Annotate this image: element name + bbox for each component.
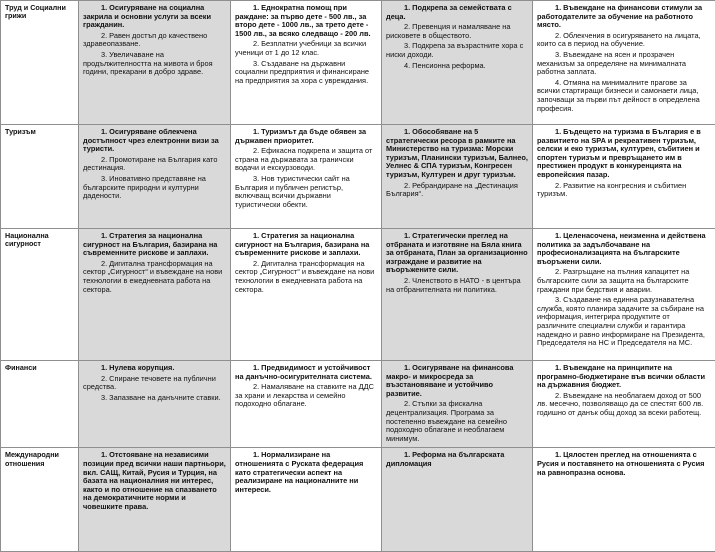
item-number: 1.: [253, 127, 259, 136]
item-number: 3.: [404, 41, 410, 50]
item-number: 2.: [404, 181, 410, 190]
item-number: 1.: [555, 450, 561, 459]
policy-item: [83, 4, 226, 30]
item-text: Създаване на държавни социални предприятия и финансиране на предприятия за хора с увреждания.: [235, 59, 369, 85]
item-number: 1.: [555, 363, 561, 372]
item-number: 1.: [555, 3, 561, 12]
item-text: Дигитална трансформация на сектор „Сигурност“ и въвеждане на нови технологии в ежедневната работа на сектора.: [83, 259, 222, 294]
table-row: [1, 448, 715, 552]
policy-item: [235, 451, 377, 494]
party-cell: [382, 1, 533, 125]
policy-item: [235, 147, 377, 173]
policy-item: [537, 268, 711, 294]
item-text: Превенция и намаляване на рисковете в обществото.: [386, 22, 510, 40]
item-text: Безплатни учебници за всички ученици от 1 до 12 клас.: [235, 39, 366, 57]
item-text: Нормализиране на отношенията с Руската федерация като стратегически аспект на реализиране на националните ни интереси.: [235, 450, 363, 493]
policy-item: [83, 51, 226, 77]
item-number: 1.: [404, 363, 410, 372]
policy-item: [235, 40, 377, 57]
item-text: Подкрепа за семействата с деца.: [386, 3, 512, 21]
item-number: 1.: [101, 127, 107, 136]
party-cell: [533, 125, 715, 229]
item-number: 2.: [404, 399, 410, 408]
party-cell: [533, 448, 715, 552]
policy-item: [386, 42, 528, 59]
item-text: Еднократна помощ при раждане: за първо дете - 500 лв., за второ дете - 1000 лв., за трето дете - 1500 лв., за всяко следващо - 200 лв.: [235, 3, 371, 38]
item-number: 1.: [253, 363, 259, 372]
item-text: Целенасочена, неизменна и действена политика за задълбочаване на професионализацията на българските въоръжени сили.: [537, 231, 706, 266]
item-number: 1.: [253, 450, 259, 459]
item-number: 2.: [253, 259, 259, 268]
item-number: 3.: [101, 50, 107, 59]
item-text: Стратегия за национална сигурност на България, базирана на съвременните рискове и заплахи.: [83, 231, 217, 257]
item-text: Дигитална трансформация на сектор „Сигурност“ и въвеждане на нови технологии в ежедневната работа на сектора.: [235, 259, 374, 294]
table-row: [1, 229, 715, 361]
policy-item: [537, 364, 711, 390]
policy-item: [386, 182, 528, 199]
row-category: Финанси: [1, 361, 79, 448]
policy-item: [537, 392, 711, 418]
item-text: Осигуряване на социална закрила и основни услуги за всеки гражданин.: [83, 3, 211, 29]
party-cell: [79, 448, 231, 552]
policy-item: [83, 375, 226, 392]
party-cell: [231, 361, 382, 448]
row-category: Труд и Социални грижи: [1, 1, 79, 125]
party-cell: [382, 361, 533, 448]
table-row: [1, 125, 715, 229]
item-number: 2.: [253, 382, 259, 391]
item-text: Пенсионна реформа.: [412, 61, 486, 70]
item-number: 2.: [101, 259, 107, 268]
policy-item: [83, 175, 226, 201]
policy-item: [83, 32, 226, 49]
item-number: 1.: [101, 450, 107, 459]
policy-item: [537, 182, 711, 199]
item-number: 2.: [555, 391, 561, 400]
item-text: Облекчения в осигуряването на лицата, които са в период на обучение.: [537, 31, 701, 49]
item-text: Отмяна на минималните прагове за всички стартиращи бизнеси и самонаети лица, започващи за първи път дейност в определена професия.: [537, 78, 700, 113]
policy-item: [386, 128, 528, 180]
policy-item: [83, 394, 226, 403]
party-cell: [231, 125, 382, 229]
item-number: 3.: [555, 295, 561, 304]
table-row: [1, 361, 715, 448]
policy-item: [537, 4, 711, 30]
item-text: Въвеждане на необлагаем доход от 500 лв. месечно, позволяващо да се спестят 600 лв. годишно от данък общ доход за всеки работещ.: [537, 391, 703, 417]
party-cell: [533, 229, 715, 361]
item-number: 3.: [101, 393, 107, 402]
item-number: 2.: [404, 276, 410, 285]
policy-item: [83, 232, 226, 258]
table-row: [1, 1, 715, 125]
item-text: Създаване на единна разузнавателна служба, която планира задачите за събиране на информация, интегрира продуктите от различните специални служби и гарантира надеждно и равно информиране на Президента, Председателя на НС и Председателя на МС.: [537, 295, 705, 347]
item-text: Стратегия за национална сигурност на България, базирана на съвременните рискове и заплахи.: [235, 231, 369, 257]
policy-item: [386, 232, 528, 275]
policy-item: [235, 364, 377, 381]
item-text: Въвеждане на принципите на програмно-бюджетиране във всички области на държавния бюджет.: [537, 363, 705, 389]
party-cell: [231, 1, 382, 125]
item-number: 1.: [253, 3, 259, 12]
policy-item: [537, 232, 711, 266]
item-text: Запазване на данъчните ставки.: [109, 393, 221, 402]
item-text: Реформа на българската дипломация: [386, 450, 504, 468]
policy-item: [537, 79, 711, 113]
item-number: 4.: [555, 78, 561, 87]
row-category: Национална сигурност: [1, 229, 79, 361]
party-cell: [533, 1, 715, 125]
policy-item: [235, 383, 377, 409]
item-number: 1.: [404, 231, 410, 240]
item-text: Намаляване на ставките на ДДС за храни и лекарства и семейно подоходно облагане.: [235, 382, 374, 408]
row-category: Туризъм: [1, 125, 79, 229]
policy-item: [83, 451, 226, 511]
party-cell: [231, 448, 382, 552]
item-number: 1.: [253, 231, 259, 240]
party-cell: [533, 361, 715, 448]
item-number: 2.: [253, 39, 259, 48]
item-text: Нов туристически сайт на България и публичен регистър, включващ всички държавни туристически обекти.: [235, 174, 350, 209]
item-text: Осигуряване облекчена достъпност чрез електронни визи за туристи.: [83, 127, 219, 153]
policy-item: [235, 128, 377, 145]
item-text: Членството в НАТО - в центъра на отбранителната ни политика.: [386, 276, 521, 294]
policy-item: [235, 232, 377, 258]
policy-item: [83, 260, 226, 294]
party-cell: [79, 361, 231, 448]
item-number: 2.: [101, 31, 107, 40]
item-number: 2.: [101, 374, 107, 383]
policy-item: [386, 4, 528, 21]
item-number: 2.: [253, 146, 259, 155]
item-text: Цялостен преглед на отношенията с Русия и поставянето на отношенията с Русия на равнопразна основа.: [537, 450, 704, 476]
item-text: Разгръщане на пълния капацитет на българските сили за защита на българските граждани при бедствия и аварии.: [537, 267, 689, 293]
policy-item: [83, 364, 226, 373]
item-text: Предвидимост и устойчивост на данъчно-осигурителната система.: [235, 363, 372, 381]
policy-item: [235, 260, 377, 294]
item-text: Обособяване на 5 стратегически ресора в рамките на Министерство на туризма: Морски туризъм, Планински туризъм, Балнео, Уелнес & СПА туризъм, Конгресен туризъм, Културен и друг туризъм.: [386, 127, 528, 179]
policy-item: [83, 128, 226, 154]
item-number: 1.: [555, 127, 561, 136]
item-text: Ребрандиране на „Дестинация България“.: [386, 181, 518, 199]
policy-item: [386, 364, 528, 398]
item-text: Подкрепа за възрастните хора с ниски доходи.: [386, 41, 523, 59]
policy-item: [386, 62, 528, 71]
party-cell: [231, 229, 382, 361]
policy-item: [537, 32, 711, 49]
policy-item: [537, 128, 711, 180]
policy-item: [386, 451, 528, 468]
item-text: Развитие на конгресния и събитиен туризъм.: [537, 181, 686, 199]
item-number: 1.: [404, 127, 410, 136]
policy-item: [83, 156, 226, 173]
item-number: 2.: [555, 31, 561, 40]
policy-item: [537, 451, 711, 477]
party-cell: [79, 229, 231, 361]
item-number: 3.: [555, 50, 561, 59]
item-text: Увеличаване на продължителността на живота и броя години, прекарани в добро здраве.: [83, 50, 213, 76]
party-cell: [382, 448, 533, 552]
item-text: Отстояване на независими позиции пред всички наши партньори, вкл. САЩ, Китай, Русия и Турция, на базата на националния ни интерес, както и по отношение на спазването на демократичните норми и човешките права.: [83, 450, 226, 511]
item-number: 1.: [404, 450, 410, 459]
item-number: 2.: [404, 22, 410, 31]
item-text: Нулева корупция.: [109, 363, 174, 372]
item-number: 1.: [555, 231, 561, 240]
row-category: Международни отношения: [1, 448, 79, 552]
policy-item: [386, 400, 528, 443]
item-text: Осигуряване на финансова макро- и микросреда за възстановяване и устойчиво развитие.: [386, 363, 513, 398]
item-text: Стратегически преглед на отбраната и изготвяне на Бяла книга за отбраната, План за организационно изграждане и развитие на въоръжените сили.: [386, 231, 528, 274]
item-number: 1.: [101, 231, 107, 240]
party-cell: [79, 1, 231, 125]
item-text: Ефикасна подкрепа и защита от страна на държавата за граничски водачи и екскурзоводи.: [235, 146, 372, 172]
policy-item: [386, 23, 528, 40]
party-cell: [382, 229, 533, 361]
policy-item: [235, 4, 377, 38]
item-number: 1.: [404, 3, 410, 12]
item-text: Иновативно представяне на българските природни и културни дадености.: [83, 174, 206, 200]
policy-item: [386, 277, 528, 294]
item-number: 1.: [101, 363, 107, 372]
item-text: Равен достъп до качествено здравеопазване.: [83, 31, 207, 49]
table-body: [1, 1, 715, 552]
party-cell: [79, 125, 231, 229]
item-number: 3.: [101, 174, 107, 183]
item-text: Туризмът да бъде обявен за държавен приоритет.: [235, 127, 366, 145]
item-number: 4.: [404, 61, 410, 70]
item-number: 2.: [101, 155, 107, 164]
item-text: Спиране течовете на публични средства.: [83, 374, 216, 392]
policy-item: [537, 51, 711, 77]
item-number: 2.: [555, 267, 561, 276]
item-number: 1.: [101, 3, 107, 12]
party-cell: [382, 125, 533, 229]
item-text: Въвеждане на финансови стимули за работодателите за обучение на работното място.: [537, 3, 702, 29]
item-text: Стъпки за фискална децентрализация. Програма за постепенно въвеждане на семейно подоходно облагане и необлагаем минимум.: [386, 399, 507, 442]
item-number: 3.: [253, 174, 259, 183]
policy-item: [537, 296, 711, 348]
policy-item: [235, 60, 377, 86]
policy-item: [235, 175, 377, 209]
item-text: Въвеждане на ясен и прозрачен механизъм за определяне на минималната работна заплата.: [537, 50, 686, 76]
item-number: 2.: [555, 181, 561, 190]
item-text: Бъдещето на туризма в България е в развитието на SPA и рекреативен туризъм, селски и еко туризъм, културен, събитиен и спортен туризъм и превръщането им в престижен продукт в конкуренцията на европейския пазар.: [537, 127, 701, 179]
item-text: Промотиране на България като дестинация.: [83, 155, 217, 173]
item-number: 3.: [253, 59, 259, 68]
